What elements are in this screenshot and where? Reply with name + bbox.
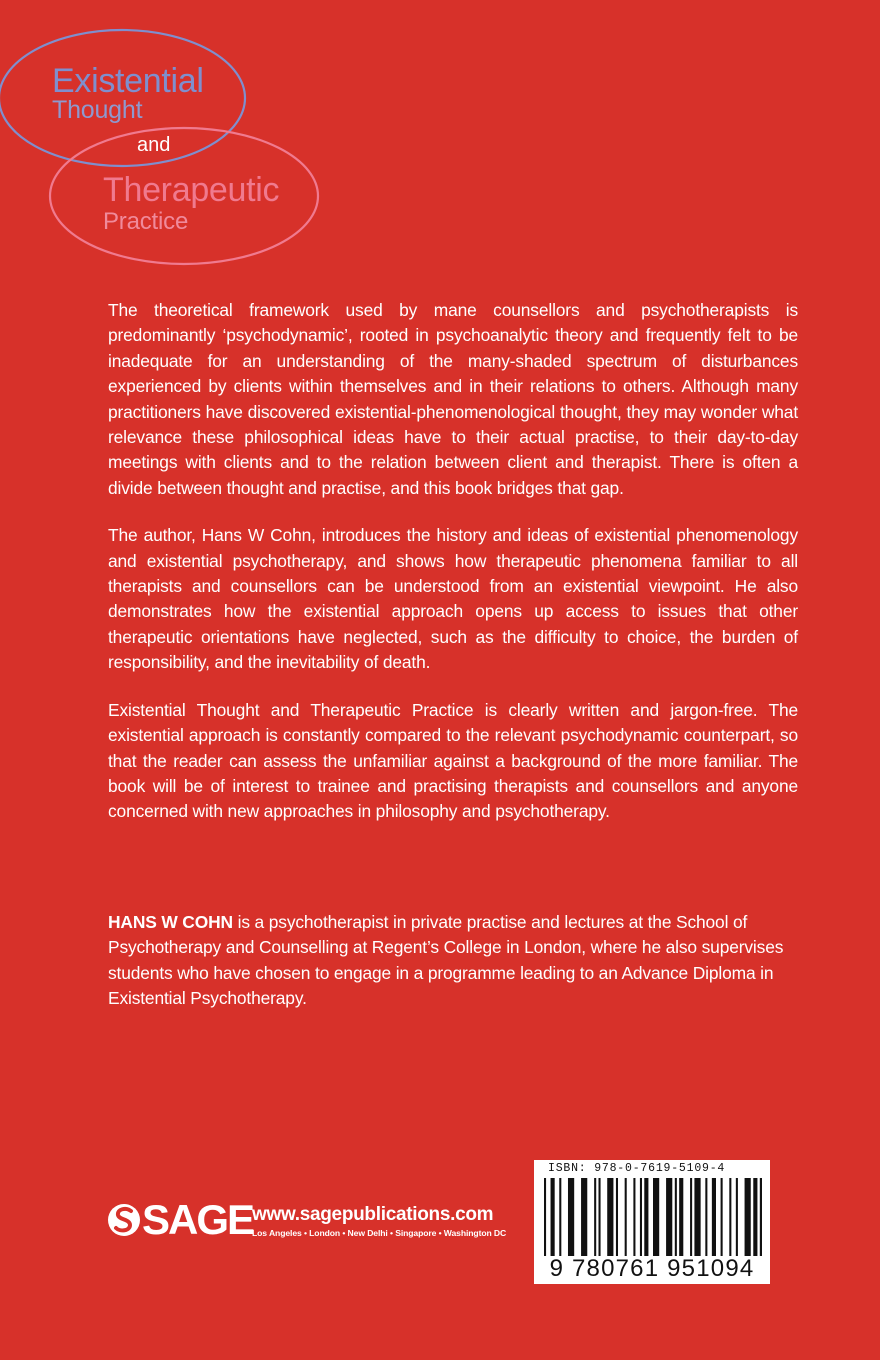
author-bio-text: is a psychotherapist in private practise and lectures at the School of Psychotherapy and Counselling at Regent’s College in London, where he also supervises students who have chosen to engage in a programme leading to an Advance Diploma in Existential Psychotherapy. xyxy=(108,912,784,1009)
barcode-bar-2 xyxy=(559,1178,561,1256)
title-existential: Existential xyxy=(52,62,204,100)
barcode-bar-14 xyxy=(666,1178,672,1256)
publisher-url[interactable]: www.sagepublications.com xyxy=(252,1204,494,1225)
title-therapeutic: Therapeutic xyxy=(103,171,280,209)
barcode-bar-17 xyxy=(690,1178,692,1256)
barcode-bar-15 xyxy=(675,1178,677,1256)
barcode-bar-21 xyxy=(721,1178,723,1256)
barcode-bar-23 xyxy=(736,1178,738,1256)
publisher-block xyxy=(106,1198,536,1248)
barcode-bar-3 xyxy=(568,1178,574,1256)
barcode-bar-20 xyxy=(712,1178,716,1256)
description-paragraph-3: Existential Thought and Therapeutic Practice is clearly written and jargon-free. The existential approach is constantly compared to the relevant psychodynamic counterpart, so that the reader can assess the unfamiliar against a background of the more familiar. The book will be of interest to trainee and practising therapists and counsellors and anyone concerned with new approaches in philosophy and psychotherapy. xyxy=(108,699,798,822)
author-name: HANS W COHN xyxy=(108,912,233,932)
barcode-bar-12 xyxy=(644,1178,648,1256)
barcode-bar-10 xyxy=(633,1178,635,1256)
book-description xyxy=(108,298,798,847)
publisher-cities: Los Angeles • London • New Delhi • Singapore • Washington DC xyxy=(252,1228,507,1238)
barcode-bar-25 xyxy=(753,1178,757,1256)
barcode-bar-9 xyxy=(625,1178,627,1256)
barcode-bar-18 xyxy=(694,1178,700,1256)
barcode-bar-7 xyxy=(607,1178,613,1256)
barcode-bar-6 xyxy=(599,1178,601,1256)
barcode-bar-0 xyxy=(544,1178,546,1256)
description-paragraph-2: The author, Hans W Cohn, introduces the history and ideas of existential phenomenology and existential psychotherapy, and shows how therapeutic phenomena familiar to all therapists and counsellors can be understood from an existential viewpoint. He also demonstrates how the existential approach opens up access to issues that other therapeutic orientations have neglected, such as the difficulty to choice, the burden of responsibility, and the inevitability of death. xyxy=(108,525,798,673)
title-and: and xyxy=(137,134,171,156)
barcode-bar-1 xyxy=(551,1178,555,1256)
description-paragraph-1: The theoretical framework used by mane counsellors and psychotherapists is predominantly ‘psychodynamic’, rooted in psychoanalytic theory and frequently felt to be inadequate for an understanding of the many-shaded spectrum of disturbances experienced by clients within themselves and in their relations to others. Although many practitioners have discovered existential-phenomenological thought, they may wonder what relevance these philosophical ideas have to their actual practise, to their day-to-day meetings with clients and to the relation between client and therapist. There is often a divide between thought and practise, and this book bridges that gap. xyxy=(108,300,798,498)
title-practice: Practice xyxy=(103,208,189,235)
barcode-bar-13 xyxy=(653,1178,659,1256)
barcode-bar-19 xyxy=(705,1178,707,1256)
isbn-label: ISBN: 978-0-7619-5109-4 xyxy=(548,1162,726,1175)
sage-logo-icon xyxy=(106,1200,146,1240)
barcode-bar-4 xyxy=(581,1178,587,1256)
barcode-bar-11 xyxy=(640,1178,642,1256)
barcode-bar-8 xyxy=(616,1178,618,1256)
barcode-digits: 9 780761 951094 xyxy=(549,1255,755,1282)
barcode-bars xyxy=(544,1178,762,1256)
publisher-name: SAGE xyxy=(142,1196,254,1243)
barcode-bar-5 xyxy=(594,1178,596,1256)
author-bio xyxy=(108,910,798,1012)
barcode-bar-16 xyxy=(679,1178,683,1256)
barcode-bar-22 xyxy=(729,1178,731,1256)
barcode-bar-26 xyxy=(760,1178,762,1256)
barcode-bar-24 xyxy=(745,1178,751,1256)
title-thought: Thought xyxy=(52,96,143,124)
barcode-panel xyxy=(534,1160,770,1284)
